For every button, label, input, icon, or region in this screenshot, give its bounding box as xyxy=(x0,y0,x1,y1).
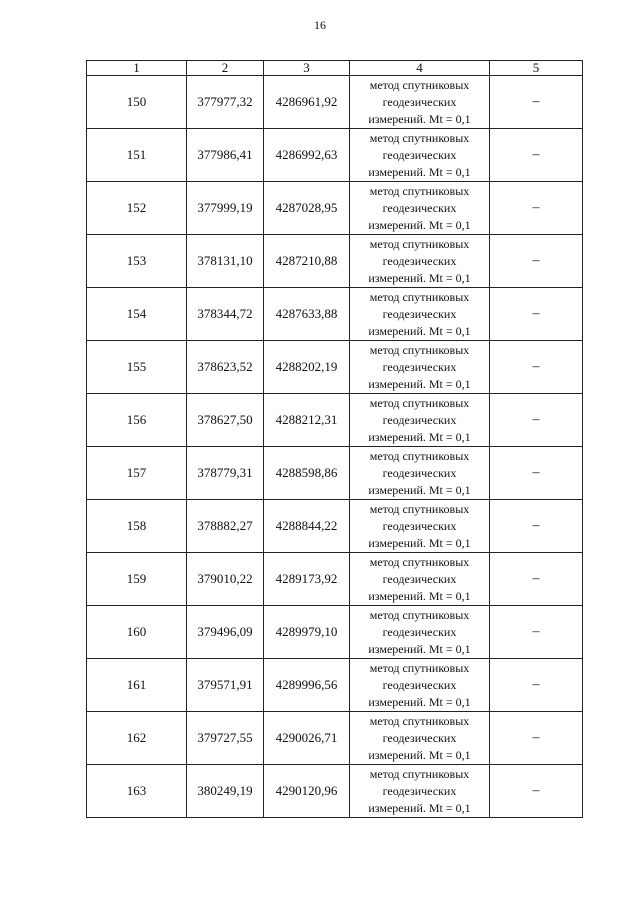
coordinate-y-cell: 4289996,56 xyxy=(264,659,350,712)
point-number-cell: 161 xyxy=(87,659,187,712)
coordinate-y-cell: 4290120,96 xyxy=(264,765,350,818)
point-number-cell: 158 xyxy=(87,500,187,553)
coordinate-y-cell: 4287633,88 xyxy=(264,288,350,341)
method-text-line: метод спутниковых xyxy=(369,607,470,622)
dash-cell: – xyxy=(490,235,583,288)
coordinate-x-cell: 377977,32 xyxy=(187,76,264,129)
method-text-line: измерений. Mt = 0,1 xyxy=(368,747,471,762)
method-text-line: измерений. Mt = 0,1 xyxy=(368,164,471,179)
coordinate-y-cell: 4288202,19 xyxy=(264,341,350,394)
method-text-line: геодезических xyxy=(382,518,457,533)
method-text-line: геодезических xyxy=(382,94,457,109)
coordinate-y-cell: 4286992,63 xyxy=(264,129,350,182)
method-text-line: геодезических xyxy=(382,147,457,162)
coordinate-x-cell: 377999,19 xyxy=(187,182,264,235)
coordinate-y-cell: 4288844,22 xyxy=(264,500,350,553)
method-cell xyxy=(350,129,490,182)
table-row xyxy=(87,712,583,765)
table-row xyxy=(87,235,583,288)
point-number-cell: 155 xyxy=(87,341,187,394)
coordinate-x-cell: 378627,50 xyxy=(187,394,264,447)
dash-cell: – xyxy=(490,553,583,606)
method-text-line: измерений. Mt = 0,1 xyxy=(368,111,471,126)
method-text-line: измерений. Mt = 0,1 xyxy=(368,217,471,232)
point-number-cell: 151 xyxy=(87,129,187,182)
method-text-line: геодезических xyxy=(382,677,457,692)
method-cell xyxy=(350,288,490,341)
method-text-line: геодезических xyxy=(382,253,457,268)
method-text-line: измерений. Mt = 0,1 xyxy=(368,641,471,656)
method-text-line: измерений. Mt = 0,1 xyxy=(368,376,471,391)
method-cell xyxy=(350,341,490,394)
method-text-line: геодезических xyxy=(382,624,457,639)
dash-cell: – xyxy=(490,341,583,394)
page-number: 16 xyxy=(314,18,326,32)
method-text-line: измерений. Mt = 0,1 xyxy=(368,270,471,285)
coordinate-x-cell: 377986,41 xyxy=(187,129,264,182)
dash-cell: – xyxy=(490,182,583,235)
point-number-cell: 153 xyxy=(87,235,187,288)
method-cell xyxy=(350,553,490,606)
column-header-2: 2 xyxy=(187,61,264,76)
method-cell xyxy=(350,76,490,129)
method-text-line: геодезических xyxy=(382,306,457,321)
method-text-line: метод спутниковых xyxy=(369,448,470,463)
table-row xyxy=(87,606,583,659)
method-text-line: метод спутниковых xyxy=(369,130,470,145)
table-row xyxy=(87,765,583,818)
point-number-cell: 150 xyxy=(87,76,187,129)
coordinate-x-cell: 379496,09 xyxy=(187,606,264,659)
point-number-cell: 163 xyxy=(87,765,187,818)
dash-cell: – xyxy=(490,765,583,818)
method-text-line: измерений. Mt = 0,1 xyxy=(368,323,471,338)
coordinate-x-cell: 379010,22 xyxy=(187,553,264,606)
table-row xyxy=(87,447,583,500)
method-text-line: метод спутниковых xyxy=(369,77,470,92)
table-body xyxy=(87,76,583,818)
column-header-4: 4 xyxy=(350,61,490,76)
dash-cell: – xyxy=(490,659,583,712)
coordinate-x-cell: 379727,55 xyxy=(187,712,264,765)
coordinate-x-cell: 378344,72 xyxy=(187,288,264,341)
method-text-line: метод спутниковых xyxy=(369,713,470,728)
method-cell xyxy=(350,447,490,500)
method-text-line: геодезических xyxy=(382,200,457,215)
table-row xyxy=(87,341,583,394)
column-header-3: 3 xyxy=(264,61,350,76)
method-text-line: метод спутниковых xyxy=(369,554,470,569)
point-number-cell: 152 xyxy=(87,182,187,235)
dash-cell: – xyxy=(490,394,583,447)
table-row xyxy=(87,76,583,129)
coordinate-y-cell: 4288212,31 xyxy=(264,394,350,447)
table-row xyxy=(87,288,583,341)
method-text-line: метод спутниковых xyxy=(369,236,470,251)
method-text-line: геодезических xyxy=(382,783,457,798)
coordinate-y-cell: 4289173,92 xyxy=(264,553,350,606)
method-text-line: измерений. Mt = 0,1 xyxy=(368,482,471,497)
table-row xyxy=(87,394,583,447)
coordinate-x-cell: 378623,52 xyxy=(187,341,264,394)
coordinate-y-cell: 4286961,92 xyxy=(264,76,350,129)
coordinate-x-cell: 379571,91 xyxy=(187,659,264,712)
coordinates-table xyxy=(86,60,583,818)
method-cell xyxy=(350,659,490,712)
method-text-line: измерений. Mt = 0,1 xyxy=(368,535,471,550)
method-cell xyxy=(350,394,490,447)
method-text-line: измерений. Mt = 0,1 xyxy=(368,694,471,709)
method-text-line: измерений. Mt = 0,1 xyxy=(368,588,471,603)
dash-cell: – xyxy=(490,606,583,659)
point-number-cell: 157 xyxy=(87,447,187,500)
dash-cell: – xyxy=(490,76,583,129)
coordinate-y-cell: 4289979,10 xyxy=(264,606,350,659)
coordinate-y-cell: 4290026,71 xyxy=(264,712,350,765)
coordinate-y-cell: 4287028,95 xyxy=(264,182,350,235)
method-text-line: метод спутниковых xyxy=(369,501,470,516)
point-number-cell: 154 xyxy=(87,288,187,341)
coordinate-y-cell: 4288598,86 xyxy=(264,447,350,500)
method-cell xyxy=(350,606,490,659)
coordinate-x-cell: 378779,31 xyxy=(187,447,264,500)
dash-cell: – xyxy=(490,447,583,500)
coordinate-x-cell: 380249,19 xyxy=(187,765,264,818)
coordinate-x-cell: 378131,10 xyxy=(187,235,264,288)
dash-cell: – xyxy=(490,500,583,553)
method-text-line: метод спутниковых xyxy=(369,289,470,304)
coordinate-x-cell: 378882,27 xyxy=(187,500,264,553)
table-row xyxy=(87,500,583,553)
method-text-line: геодезических xyxy=(382,571,457,586)
table-row xyxy=(87,129,583,182)
method-text-line: метод спутниковых xyxy=(369,660,470,675)
dash-cell: – xyxy=(490,129,583,182)
dash-cell: – xyxy=(490,712,583,765)
coordinate-y-cell: 4287210,88 xyxy=(264,235,350,288)
table-row xyxy=(87,553,583,606)
table-header-row xyxy=(87,61,583,76)
method-text-line: геодезических xyxy=(382,730,457,745)
method-cell xyxy=(350,500,490,553)
point-number-cell: 159 xyxy=(87,553,187,606)
table-row xyxy=(87,182,583,235)
method-text-line: метод спутниковых xyxy=(369,395,470,410)
point-number-cell: 156 xyxy=(87,394,187,447)
column-header-1: 1 xyxy=(87,61,187,76)
method-cell xyxy=(350,712,490,765)
method-cell xyxy=(350,235,490,288)
method-text-line: метод спутниковых xyxy=(369,183,470,198)
method-text-line: геодезических xyxy=(382,465,457,480)
table-row xyxy=(87,659,583,712)
method-text-line: измерений. Mt = 0,1 xyxy=(368,800,471,815)
method-cell xyxy=(350,182,490,235)
method-cell xyxy=(350,765,490,818)
method-text-line: метод спутниковых xyxy=(369,766,470,781)
point-number-cell: 160 xyxy=(87,606,187,659)
method-text-line: измерений. Mt = 0,1 xyxy=(368,429,471,444)
method-text-line: метод спутниковых xyxy=(369,342,470,357)
column-header-5: 5 xyxy=(490,61,583,76)
method-text-line: геодезических xyxy=(382,412,457,427)
method-text-line: геодезических xyxy=(382,359,457,374)
point-number-cell: 162 xyxy=(87,712,187,765)
dash-cell: – xyxy=(490,288,583,341)
